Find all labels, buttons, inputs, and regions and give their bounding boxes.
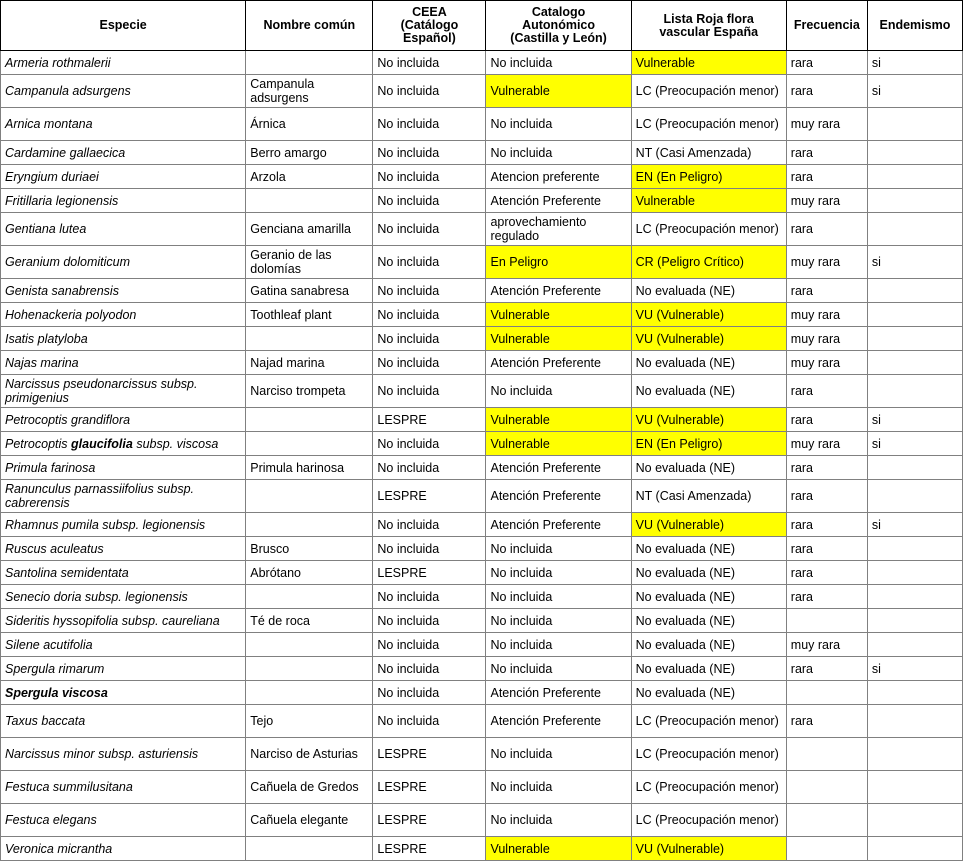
cell-ceea: No incluida [373,432,486,456]
table-row [1,480,963,513]
cell-ceea: No incluida [373,303,486,327]
cell-nombre-comun: Campanula adsurgens [246,75,373,108]
cell-nombre-comun [246,633,373,657]
cell-lista-roja: LC (Preocupación menor) [631,771,786,804]
cell-frecuencia [786,804,867,837]
cell-especie: Taxus baccata [1,705,246,738]
table-row [1,681,963,705]
cell-nombre-comun [246,681,373,705]
cell-endemismo [867,279,962,303]
table-row [1,804,963,837]
cell-ceea: No incluida [373,51,486,75]
cell-nombre-comun: Cañuela de Gredos [246,771,373,804]
cell-ceea: LESPRE [373,804,486,837]
cell-catalogo: No incluida [486,108,631,141]
cell-especie [1,432,246,456]
cell-nombre-comun: Tejo [246,705,373,738]
column-header-nombre-comun: Nombre común [246,1,373,51]
column-header-endemismo: Endemismo [867,1,962,51]
cell-especie: Sideritis hyssopifolia subsp. caureliana [1,609,246,633]
cell-lista-roja: No evaluada (NE) [631,537,786,561]
header-row [1,1,963,51]
cell-especie: Senecio doria subsp. legionensis [1,585,246,609]
cell-nombre-comun [246,837,373,861]
cell-endemismo [867,108,962,141]
cell-frecuencia: rara [786,705,867,738]
cell-especie: Rhamnus pumila subsp. legionensis [1,513,246,537]
table-row [1,375,963,408]
cell-especie: Geranium dolomiticum [1,246,246,279]
cell-especie: Fritillaria legionensis [1,189,246,213]
table-row [1,456,963,480]
cell-endemismo: si [867,513,962,537]
table-row [1,351,963,375]
cell-nombre-comun [246,513,373,537]
cell-ceea: No incluida [373,75,486,108]
cell-lista-roja: No evaluada (NE) [631,561,786,585]
table-row [1,633,963,657]
cell-catalogo: Atención Preferente [486,513,631,537]
cell-endemismo [867,213,962,246]
cell-especie: Festuca summilusitana [1,771,246,804]
cell-endemismo [867,537,962,561]
cell-frecuencia: muy rara [786,303,867,327]
cell-ceea: LESPRE [373,480,486,513]
cell-ceea: No incluida [373,327,486,351]
cell-frecuencia: muy rara [786,351,867,375]
cell-especie: Armeria rothmalerii [1,51,246,75]
table-row [1,303,963,327]
cell-nombre-comun: Primula harinosa [246,456,373,480]
table-header [1,1,963,51]
cell-endemismo [867,705,962,738]
cell-especie: Arnica montana [1,108,246,141]
cell-ceea: No incluida [373,585,486,609]
cell-ceea: LESPRE [373,771,486,804]
cell-ceea: No incluida [373,213,486,246]
cell-endemismo [867,771,962,804]
table-row [1,771,963,804]
cell-ceea: No incluida [373,681,486,705]
cell-lista-roja: NT (Casi Amenzada) [631,480,786,513]
cell-especie: Veronica micrantha [1,837,246,861]
cell-especie: Spergula viscosa [1,681,246,705]
cell-frecuencia: rara [786,585,867,609]
cell-ceea: No incluida [373,633,486,657]
table-row [1,837,963,861]
cell-frecuencia: rara [786,75,867,108]
cell-especie: Festuca elegans [1,804,246,837]
cell-catalogo: No incluida [486,609,631,633]
cell-catalogo: No incluida [486,657,631,681]
cell-nombre-comun: Arzola [246,165,373,189]
cell-catalogo: Atención Preferente [486,351,631,375]
cell-endemismo [867,456,962,480]
cell-endemismo [867,351,962,375]
cell-especie: Hohenackeria polyodon [1,303,246,327]
cell-lista-roja: CR (Peligro Crítico) [631,246,786,279]
cell-lista-roja: No evaluada (NE) [631,657,786,681]
cell-nombre-comun [246,480,373,513]
cell-endemismo: si [867,657,962,681]
cell-catalogo: Vulnerable [486,303,631,327]
cell-especie: Cardamine gallaecica [1,141,246,165]
cell-frecuencia: rara [786,141,867,165]
cell-lista-roja: Vulnerable [631,51,786,75]
cell-endemismo [867,804,962,837]
table-row [1,657,963,681]
cell-frecuencia: rara [786,375,867,408]
cell-lista-roja: LC (Preocupación menor) [631,213,786,246]
cell-especie: Spergula rimarum [1,657,246,681]
cell-catalogo: Vulnerable [486,408,631,432]
cell-nombre-comun: Genciana amarilla [246,213,373,246]
table-row [1,609,963,633]
cell-catalogo: No incluida [486,804,631,837]
cell-lista-roja: EN (En Peligro) [631,165,786,189]
table-row [1,432,963,456]
cell-ceea: No incluida [373,456,486,480]
cell-nombre-comun: Brusco [246,537,373,561]
cell-ceea: No incluida [373,537,486,561]
cell-ceea: No incluida [373,705,486,738]
cell-endemismo [867,837,962,861]
cell-catalogo: No incluida [486,51,631,75]
cell-especie: Narcissus minor subsp. asturiensis [1,738,246,771]
cell-catalogo: Atención Preferente [486,456,631,480]
cell-frecuencia: rara [786,165,867,189]
table-row [1,513,963,537]
cell-endemismo [867,189,962,213]
cell-ceea: No incluida [373,108,486,141]
cell-nombre-comun: Najad marina [246,351,373,375]
cell-ceea: LESPRE [373,738,486,771]
table-row [1,189,963,213]
table-row [1,279,963,303]
cell-nombre-comun [246,408,373,432]
cell-endemismo [867,375,962,408]
especie-text: Petrocoptis [5,436,72,451]
cell-frecuencia: muy rara [786,108,867,141]
cell-especie: Campanula adsurgens [1,75,246,108]
table-row [1,327,963,351]
cell-lista-roja: LC (Preocupación menor) [631,75,786,108]
cell-catalogo: Vulnerable [486,432,631,456]
column-header-ceea: CEEA (Catálogo Español) [373,1,486,51]
cell-lista-roja: No evaluada (NE) [631,456,786,480]
cell-endemismo: si [867,51,962,75]
cell-lista-roja: VU (Vulnerable) [631,837,786,861]
cell-frecuencia [786,837,867,861]
table-body [1,51,963,861]
cell-especie: Ranunculus parnassiifolius subsp. cabrerensis [1,480,246,513]
cell-endemismo: si [867,75,962,108]
cell-ceea: LESPRE [373,561,486,585]
cell-ceea: No incluida [373,657,486,681]
cell-catalogo: No incluida [486,771,631,804]
cell-frecuencia: rara [786,408,867,432]
cell-ceea: No incluida [373,189,486,213]
cell-catalogo: Atención Preferente [486,681,631,705]
cell-frecuencia: rara [786,537,867,561]
cell-especie: Isatis platyloba [1,327,246,351]
cell-ceea: No incluida [373,609,486,633]
cell-especie: Santolina semidentata [1,561,246,585]
cell-especie: Primula farinosa [1,456,246,480]
cell-frecuencia [786,771,867,804]
cell-ceea: No incluida [373,141,486,165]
table-row [1,108,963,141]
cell-especie: Eryngium duriaei [1,165,246,189]
cell-nombre-comun: Té de roca [246,609,373,633]
cell-catalogo: Atención Preferente [486,480,631,513]
cell-catalogo: Atención Preferente [486,705,631,738]
cell-endemismo [867,327,962,351]
cell-ceea: LESPRE [373,408,486,432]
especie-text: subsp. viscosa [132,436,219,451]
cell-lista-roja: No evaluada (NE) [631,375,786,408]
cell-nombre-comun: Abrótano [246,561,373,585]
cell-nombre-comun: Narciso trompeta [246,375,373,408]
cell-lista-roja: VU (Vulnerable) [631,513,786,537]
table-row [1,246,963,279]
cell-ceea: No incluida [373,279,486,303]
cell-catalogo: Vulnerable [486,837,631,861]
cell-nombre-comun [246,189,373,213]
especie-emphasis: glaucifolia [71,436,133,451]
cell-endemismo: si [867,408,962,432]
table-row [1,213,963,246]
cell-lista-roja: Vulnerable [631,189,786,213]
cell-ceea: No incluida [373,375,486,408]
column-header-catalogo-autonomico: Catalogo Autonómico (Castilla y León) [486,1,631,51]
cell-lista-roja: LC (Preocupación menor) [631,705,786,738]
cell-endemismo [867,141,962,165]
cell-lista-roja: LC (Preocupación menor) [631,738,786,771]
cell-catalogo: Atención Preferente [486,279,631,303]
cell-especie: Najas marina [1,351,246,375]
cell-lista-roja: EN (En Peligro) [631,432,786,456]
cell-nombre-comun: Árnica [246,108,373,141]
cell-ceea: LESPRE [373,837,486,861]
cell-lista-roja: VU (Vulnerable) [631,327,786,351]
table-row [1,537,963,561]
table-row [1,75,963,108]
cell-catalogo: No incluida [486,141,631,165]
table-row [1,165,963,189]
cell-nombre-comun: Gatina sanabresa [246,279,373,303]
cell-catalogo: No incluida [486,375,631,408]
cell-endemismo [867,585,962,609]
cell-frecuencia: muy rara [786,432,867,456]
cell-lista-roja: No evaluada (NE) [631,633,786,657]
cell-endemismo [867,480,962,513]
cell-catalogo: Atencion preferente [486,165,631,189]
cell-nombre-comun: Narciso de Asturias [246,738,373,771]
cell-ceea: No incluida [373,165,486,189]
cell-frecuencia: muy rara [786,633,867,657]
cell-nombre-comun [246,327,373,351]
table-row [1,408,963,432]
cell-lista-roja: LC (Preocupación menor) [631,804,786,837]
cell-frecuencia [786,681,867,705]
cell-especie: Narcissus pseudonarcissus subsp. primigenius [1,375,246,408]
cell-nombre-comun: Toothleaf plant [246,303,373,327]
column-header-especie: Especie [1,1,246,51]
cell-lista-roja: VU (Vulnerable) [631,408,786,432]
cell-ceea: No incluida [373,246,486,279]
cell-catalogo: Vulnerable [486,327,631,351]
cell-lista-roja: No evaluada (NE) [631,351,786,375]
cell-especie: Ruscus aculeatus [1,537,246,561]
cell-frecuencia: rara [786,657,867,681]
table-row [1,51,963,75]
cell-frecuencia: rara [786,456,867,480]
cell-catalogo: No incluida [486,537,631,561]
cell-nombre-comun: Geranio de las dolomías [246,246,373,279]
cell-catalogo: Vulnerable [486,75,631,108]
cell-lista-roja: LC (Preocupación menor) [631,108,786,141]
cell-frecuencia: muy rara [786,246,867,279]
cell-lista-roja: NT (Casi Amenzada) [631,141,786,165]
cell-lista-roja: VU (Vulnerable) [631,303,786,327]
cell-endemismo: si [867,432,962,456]
table-row [1,585,963,609]
cell-frecuencia: rara [786,51,867,75]
cell-catalogo: No incluida [486,633,631,657]
cell-endemismo: si [867,246,962,279]
column-header-lista-roja: Lista Roja flora vascular España [631,1,786,51]
cell-catalogo: aprovechamiento regulado [486,213,631,246]
cell-frecuencia: rara [786,561,867,585]
cell-especie: Genista sanabrensis [1,279,246,303]
cell-lista-roja: No evaluada (NE) [631,585,786,609]
cell-catalogo: En Peligro [486,246,631,279]
cell-frecuencia: rara [786,513,867,537]
cell-ceea: No incluida [373,513,486,537]
cell-frecuencia: rara [786,213,867,246]
cell-catalogo: No incluida [486,738,631,771]
cell-nombre-comun: Cañuela elegante [246,804,373,837]
cell-endemismo [867,633,962,657]
cell-frecuencia: rara [786,480,867,513]
cell-catalogo: No incluida [486,561,631,585]
cell-lista-roja: No evaluada (NE) [631,681,786,705]
cell-nombre-comun [246,51,373,75]
cell-endemismo [867,561,962,585]
cell-endemismo [867,303,962,327]
cell-frecuencia: muy rara [786,327,867,351]
cell-especie: Silene acutifolia [1,633,246,657]
cell-catalogo: No incluida [486,585,631,609]
cell-especie: Gentiana lutea [1,213,246,246]
cell-nombre-comun [246,657,373,681]
table-row [1,141,963,165]
cell-catalogo: Atención Preferente [486,189,631,213]
cell-nombre-comun: Berro amargo [246,141,373,165]
cell-frecuencia: muy rara [786,189,867,213]
table-row [1,561,963,585]
cell-frecuencia: rara [786,279,867,303]
cell-lista-roja: No evaluada (NE) [631,279,786,303]
cell-endemismo [867,609,962,633]
cell-endemismo [867,681,962,705]
cell-nombre-comun [246,585,373,609]
cell-especie: Petrocoptis grandiflora [1,408,246,432]
cell-lista-roja: No evaluada (NE) [631,609,786,633]
column-header-frecuencia: Frecuencia [786,1,867,51]
table-row [1,705,963,738]
cell-nombre-comun [246,432,373,456]
cell-ceea: No incluida [373,351,486,375]
cell-endemismo [867,165,962,189]
cell-frecuencia [786,609,867,633]
